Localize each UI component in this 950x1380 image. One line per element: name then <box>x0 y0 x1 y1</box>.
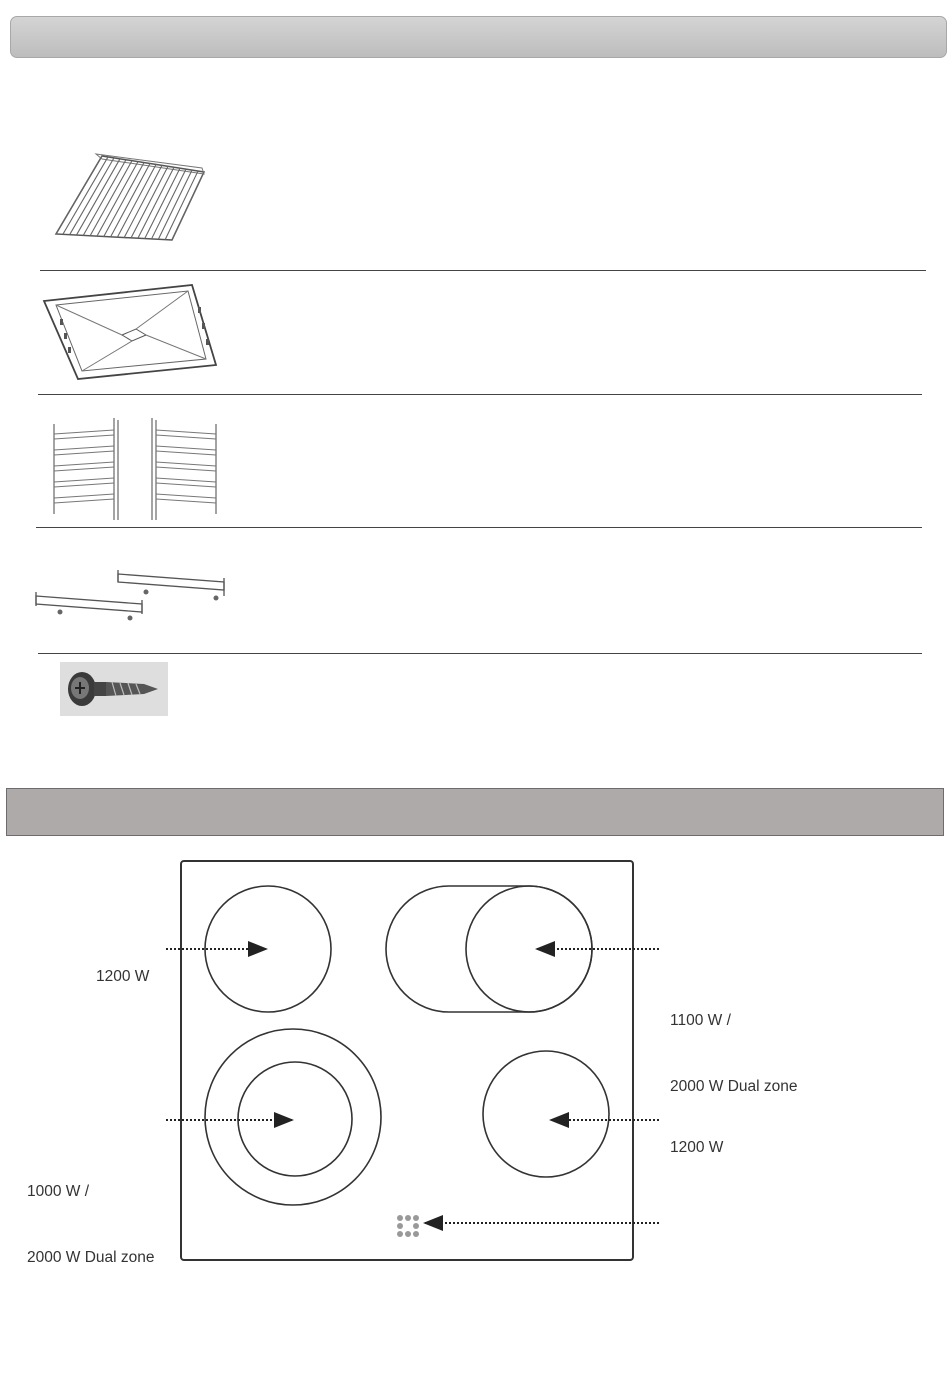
label-top-left-power: 1200 W <box>96 968 150 985</box>
section-header-accessories <box>10 16 947 58</box>
divider <box>40 270 926 271</box>
label-line: 2000 W Dual zone <box>27 1249 155 1266</box>
label-line: 2000 W Dual zone <box>670 1078 798 1095</box>
divider <box>36 527 922 528</box>
section-header-hob <box>6 788 944 836</box>
label-bottom-left-power <box>27 1137 155 1291</box>
hob-outline <box>181 861 633 1260</box>
zone-bottom-right <box>483 1051 609 1177</box>
label-line: 1100 W / <box>670 1012 731 1029</box>
label-bottom-right-power: 1200 W <box>670 1139 724 1156</box>
baking-tray-image <box>42 283 218 381</box>
telescopic-rails-image <box>32 568 228 620</box>
zone-bottom-left-outer <box>205 1029 381 1205</box>
side-racks-image <box>48 416 224 522</box>
divider <box>38 653 922 654</box>
wire-shelf-image <box>52 150 212 250</box>
divider <box>38 394 922 395</box>
label-top-right-power <box>670 966 798 1120</box>
screw-image <box>60 662 168 716</box>
control-panel-icon <box>397 1215 419 1237</box>
label-line: 1000 W / <box>27 1183 90 1200</box>
